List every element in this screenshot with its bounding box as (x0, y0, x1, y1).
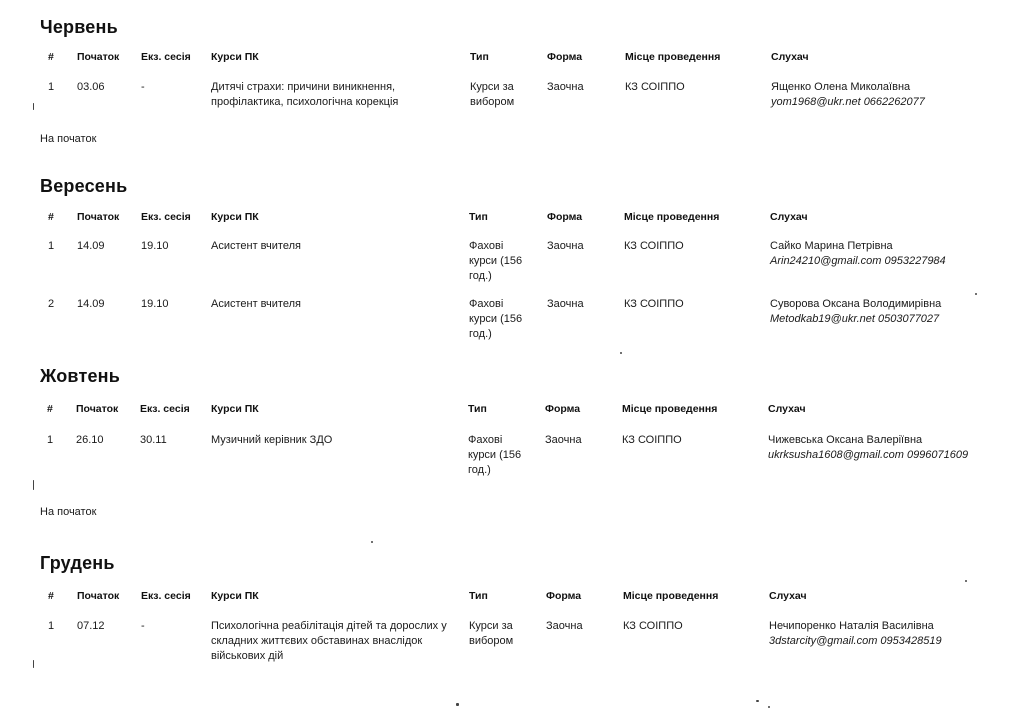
col-header-type: Тип (469, 590, 488, 602)
col-header-exam: Екз. сесія (141, 51, 191, 63)
row-place: КЗ СОІППО (624, 298, 684, 310)
scan-speck (33, 660, 34, 668)
scan-speck (768, 706, 770, 708)
section-title-october: Жовтень (40, 366, 121, 386)
row-num: 1 (48, 620, 55, 632)
row-course: Дитячі страхи: причини виникнення, профілактика, психологічна корекція (211, 81, 399, 108)
scan-speck (371, 541, 373, 543)
row-exam-session: 30.11 (140, 434, 167, 446)
col-header-num: # (47, 403, 53, 415)
col-header-num: # (48, 51, 54, 63)
col-header-type: Тип (470, 51, 489, 63)
col-header-exam: Екз. сесія (141, 211, 191, 223)
row-place: КЗ СОІППО (623, 620, 683, 632)
listener-name: Суворова Оксана Володимирівна (770, 298, 942, 310)
section-title-december: Грудень (40, 553, 115, 573)
row-start-date: 14.09 (77, 298, 105, 310)
scan-speck (456, 703, 459, 706)
col-header-listener: Слухач (770, 211, 808, 223)
section-title-september: Вересень (40, 176, 128, 196)
col-header-start: Початок (77, 590, 120, 602)
row-form: Заочна (547, 81, 584, 93)
col-header-num: # (48, 590, 54, 602)
row-course: Музичний керівник ЗДО (211, 434, 333, 446)
col-header-course: Курси ПК (211, 211, 259, 223)
row-course: Асистент вчителя (211, 240, 301, 252)
row-start-date: 26.10 (76, 434, 104, 446)
row-place: КЗ СОІППО (624, 240, 684, 252)
listener-name: Чижевська Оксана Валеріївна (768, 434, 923, 446)
row-course: Психологічна реабілітація дітей та дорослих у складних життєвих обставинах внаслідок військових дій (211, 620, 447, 662)
row-start-date: 07.12 (77, 620, 105, 632)
row-listener (768, 433, 968, 463)
row-num: 1 (47, 434, 54, 446)
row-form: Заочна (547, 298, 584, 310)
col-header-listener: Слухач (769, 590, 807, 602)
listener-contact: ukrksusha1608@gmail.com 0996071609 (768, 449, 969, 461)
scan-speck (975, 293, 977, 295)
col-header-start: Початок (77, 211, 120, 223)
back-to-top-link[interactable]: На початок (40, 506, 97, 518)
row-num: 1 (48, 240, 55, 252)
row-place: КЗ СОІППО (625, 81, 685, 93)
row-place: КЗ СОІППО (622, 434, 682, 446)
row-form: Заочна (546, 620, 583, 632)
row-listener (770, 297, 941, 327)
listener-contact: yom1968@ukr.net 0662262077 (771, 96, 925, 108)
col-header-place: Місце проведення (624, 211, 720, 223)
row-type: Фахові курси (156 год.) (469, 298, 523, 340)
col-header-exam: Екз. сесія (141, 590, 191, 602)
col-header-type: Тип (468, 403, 487, 415)
col-header-type: Тип (469, 211, 488, 223)
row-exam-session: 19.10 (141, 240, 169, 252)
back-to-top-link[interactable]: На початок (40, 133, 97, 145)
listener-name: Нечипоренко Наталія Василівна (769, 620, 934, 632)
row-listener (769, 619, 942, 649)
col-header-course: Курси ПК (211, 403, 259, 415)
col-header-form: Форма (547, 51, 583, 63)
scan-speck (965, 580, 967, 582)
row-form: Заочна (547, 240, 584, 252)
col-header-form: Форма (547, 211, 583, 223)
scan-speck (620, 352, 622, 354)
col-header-place: Місце проведення (625, 51, 721, 63)
row-listener (771, 80, 925, 110)
col-header-place: Місце проведення (622, 403, 718, 415)
row-exam-session: - (141, 620, 145, 632)
col-header-listener: Слухач (768, 403, 806, 415)
col-header-form: Форма (545, 403, 581, 415)
row-course: Асистент вчителя (211, 298, 301, 310)
col-header-form: Форма (546, 590, 582, 602)
scan-speck (756, 700, 759, 702)
listener-name: Ященко Олена Миколаївна (771, 81, 911, 93)
scan-speck (33, 480, 34, 490)
row-type: Курси за вибором (469, 620, 514, 647)
row-form: Заочна (545, 434, 582, 446)
col-header-listener: Слухач (771, 51, 809, 63)
row-listener (770, 239, 946, 269)
row-exam-session: - (141, 81, 145, 93)
col-header-place: Місце проведення (623, 590, 719, 602)
row-start-date: 14.09 (77, 240, 105, 252)
col-header-num: # (48, 211, 54, 223)
row-num: 2 (48, 298, 55, 310)
scan-speck (33, 103, 34, 110)
row-type: Фахові курси (156 год.) (469, 240, 523, 282)
row-type: Курси за вибором (470, 81, 515, 108)
col-header-course: Курси ПК (211, 51, 259, 63)
listener-contact: 3dstarcity@gmail.com 0953428519 (769, 635, 942, 647)
col-header-start: Початок (76, 403, 119, 415)
col-header-course: Курси ПК (211, 590, 259, 602)
row-type: Фахові курси (156 год.) (468, 434, 522, 476)
col-header-exam: Екз. сесія (140, 403, 190, 415)
col-header-start: Початок (77, 51, 120, 63)
listener-name: Сайко Марина Петрівна (770, 240, 893, 252)
row-start-date: 03.06 (77, 81, 105, 93)
listener-contact: Metodkab19@ukr.net 0503077027 (770, 313, 940, 325)
listener-contact: Arin24210@gmail.com 0953227984 (770, 255, 946, 267)
section-title-june: Червень (40, 17, 118, 37)
row-exam-session: 19.10 (141, 298, 169, 310)
row-num: 1 (48, 81, 55, 93)
